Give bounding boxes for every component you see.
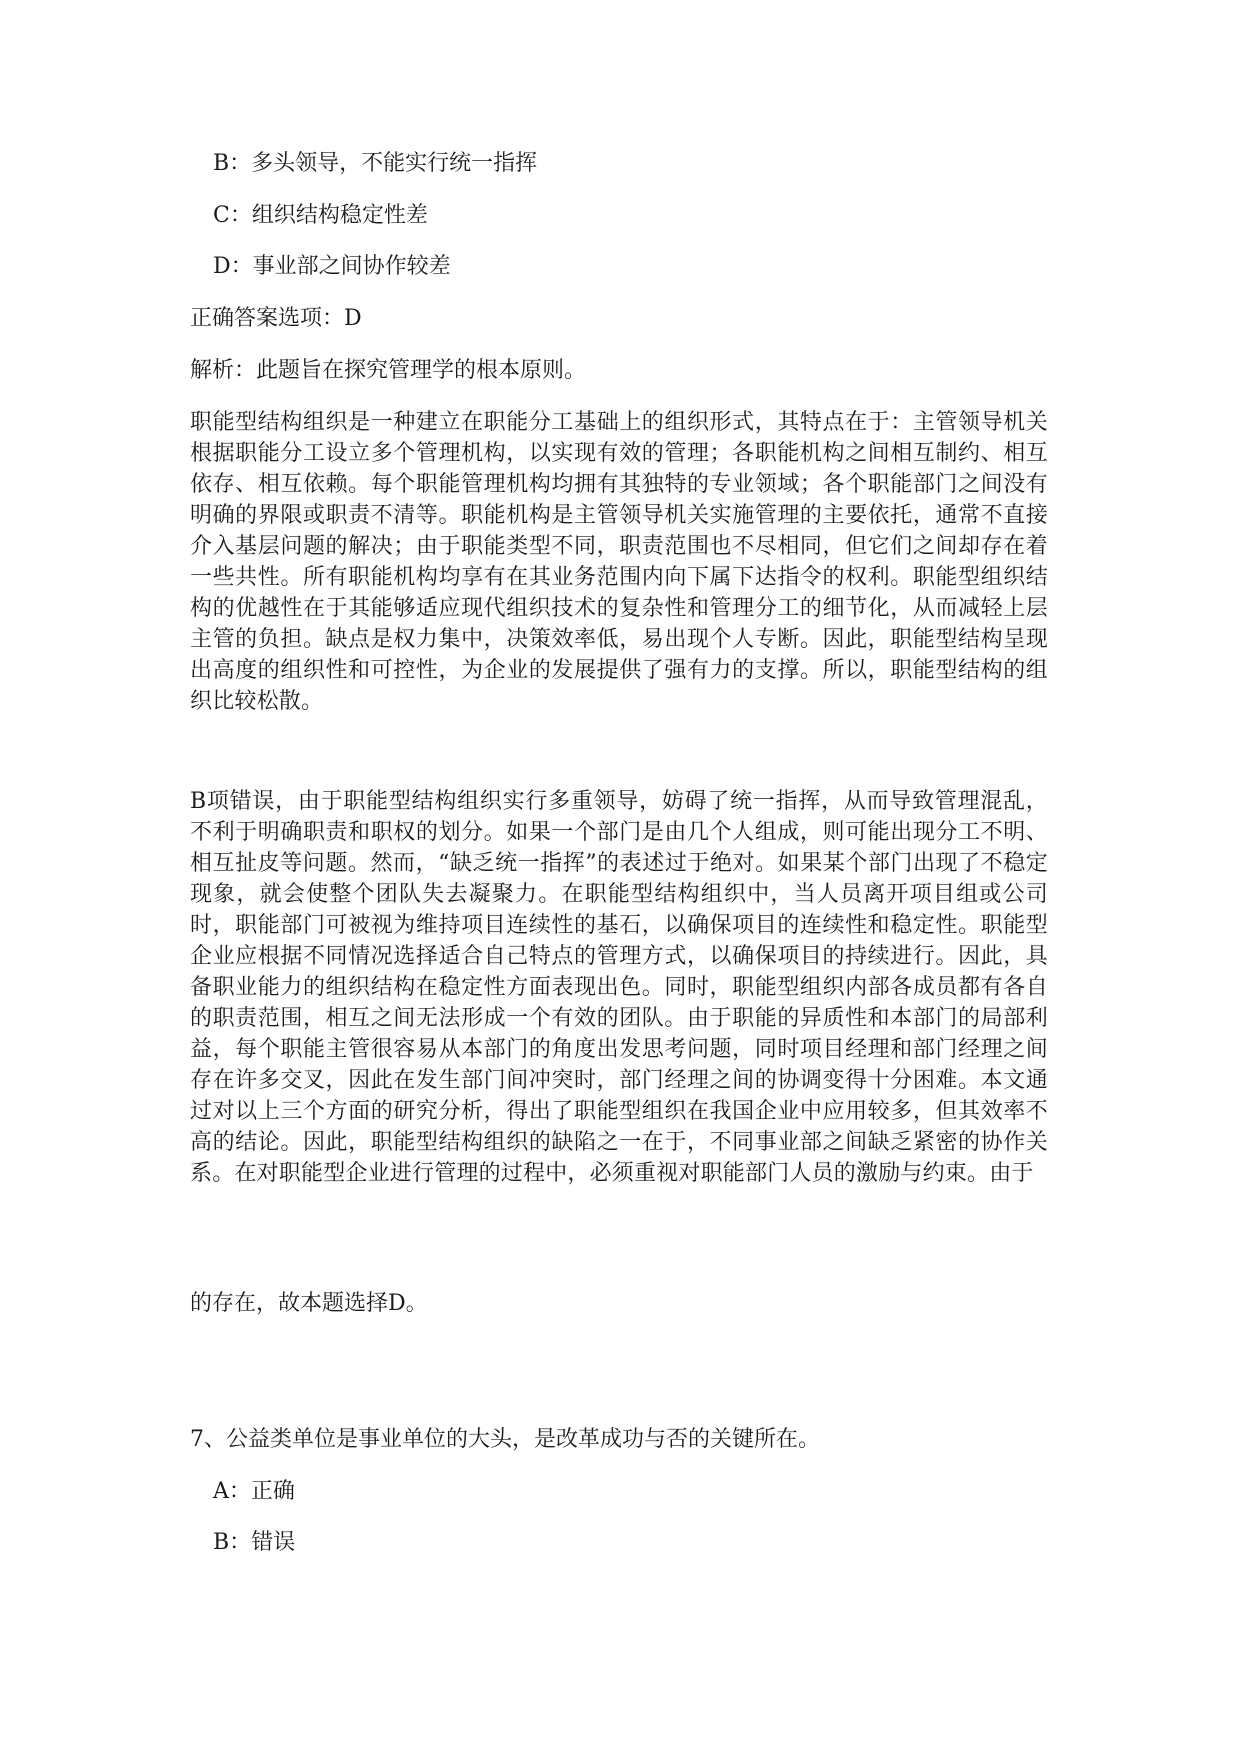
q7-stem: 7、公益类单位是事业单位的大头，是改革成功与否的关键所在。 (190, 1427, 820, 1452)
q7-option-b: B：错误 (213, 1530, 296, 1555)
q6-option-d: D：事业部之间协作较差 (213, 254, 451, 279)
q7-option-a: A：正确 (213, 1479, 295, 1504)
q6-correct-answer: 正确答案选项：D (190, 306, 362, 331)
q6-analysis-paragraph-2: B项错误，由于职能型结构组织实行多重领导，妨碍了统一指挥，从而导致管理混乱，不利于明确职责和职权的划分。如果一个部门是由几个人组成，则可能出现分工不明、相互扯皮等问题。然而，“缺乏统一指挥”的表述过于绝对。如果某个部门出现了不稳定现象，就会使整个团队失去凝聚力。在职能型结构组织中，当人员离开项目组或公司时，职能部门可被视为维持项目连续性的基石，以确保项目的连续性和稳定性。职能型企业应根据不同情况选择适合自己特点的管理方式，以确保项目的持续进行。因此，具备职业能力的组织结构在稳定性方面表现出色。同时，职能型组织内部各成员都有各自的职责范围，相互之间无法形成一个有效的团队。由于职能的异质性和本部门的局部利益，每个职能主管很容易从本部门的角度出发思考问题，同时项目经理和部门经理之间存在许多交叉，因此在发生部门间冲突时，部门经理之间的协调变得十分困难。本文通过对以上三个方面的研究分析，得出了职能型组织在我国企业中应用较多，但其效率不高的结论。因此，职能型结构组织的缺陷之一在于，不同事业部之间缺乏紧密的协作关系。在对职能型企业进行管理的过程中，必须重视对职能部门人员的激励与约束。由于 (190, 789, 1048, 1186)
q6-analysis-paragraph-1: 职能型结构组织是一种建立在职能分工基础上的组织形式，其特点在于：主管领导机关根据职能分工设立多个管理机构，以实现有效的管理；各职能机构之间相互制约、相互依存、相互依赖。每个职能管理机构均拥有其独特的专业领域；各个职能部门之间没有明确的界限或职责不清等。职能机构是主管领导机关实施管理的主要依托，通常不直接介入基层问题的解决；由于职能类型不同，职责范围也不尽相同，但它们之间却存在着一些共性。所有职能机构均享有在其业务范围内向下属下达指令的权利。职能型组织结构的优越性在于其能够适应现代组织技术的复杂性和管理分工的细节化，从而减轻上层主管的负担。缺点是权力集中，决策效率低，易出现个人专断。因此，职能型结构呈现出高度的组织性和可控性，为企业的发展提供了强有力的支撑。所以，职能型结构的组织比较松散。 (190, 410, 1048, 714)
q6-conclusion: 的存在，故本题选择D。 (190, 1291, 428, 1316)
q6-option-b: B：多头领导，不能实行统一指挥 (213, 151, 538, 176)
q6-option-c: C：组织结构稳定性差 (213, 203, 428, 228)
q6-analysis-intro: 解析：此题旨在探究管理学的根本原则。 (190, 358, 587, 383)
